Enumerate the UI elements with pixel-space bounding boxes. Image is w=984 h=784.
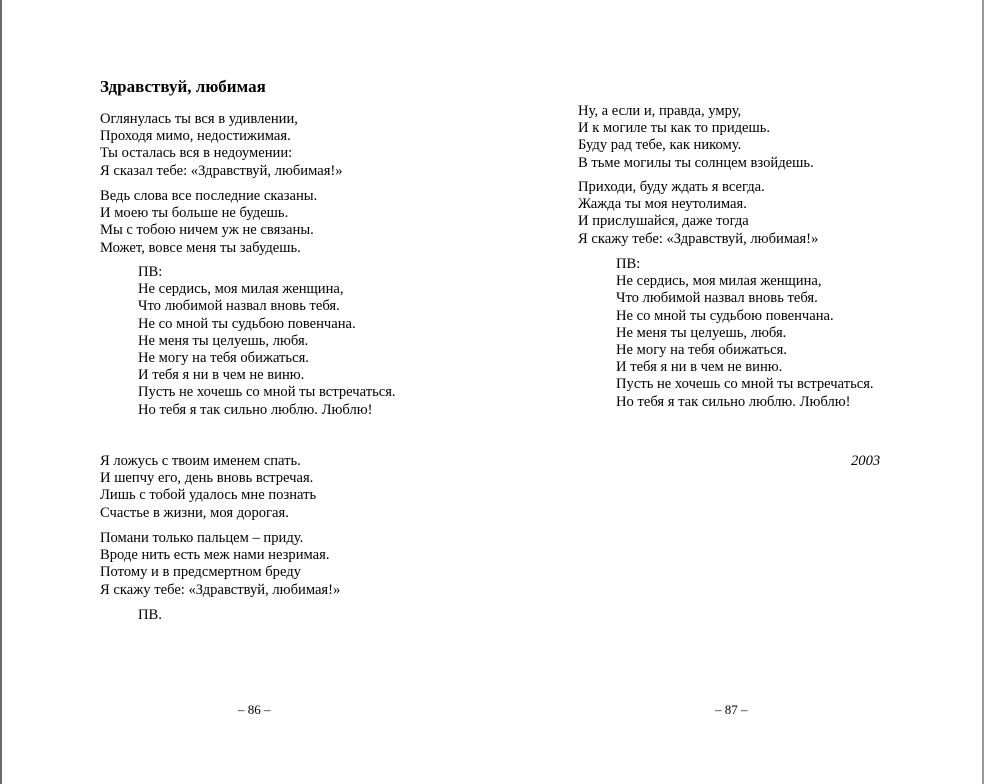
refrain-label: ПВ: xyxy=(138,264,163,280)
verse-line: Лишь с тобой удалось мне познать xyxy=(100,487,317,504)
verse-line: Жажда ты моя неутолимая. xyxy=(578,196,747,213)
verse-line: Пусть не хочешь со мной ты встречаться. xyxy=(138,384,396,401)
refrain xyxy=(616,256,874,411)
verse-line: Что любимой назвал вновь тебя. xyxy=(616,290,818,307)
poem-title: Здравствуй, любимая xyxy=(100,77,266,96)
verse-line: Пусть не хочешь со мной ты встречаться. xyxy=(616,376,874,393)
verse-line: Не меня ты целуешь, любя. xyxy=(138,332,309,349)
stanza xyxy=(578,103,814,172)
refrain xyxy=(138,264,396,419)
verse-line: Может, вовсе меня ты забудешь. xyxy=(100,239,301,256)
verse-line: Не со мной ты судьбою повенчана. xyxy=(138,315,356,332)
verse-line: Ведь слова все последние сказаны. xyxy=(100,188,318,204)
verse-line: И шепчу его, день вновь встречая. xyxy=(100,470,314,487)
stanza xyxy=(100,188,317,257)
verse-line: И моею ты больше не будешь. xyxy=(100,205,289,222)
verse-line: И к могиле ты как то придешь. xyxy=(578,120,771,137)
page-number: – 86 – xyxy=(238,702,271,717)
verse-line: И тебя я ни в чем не виню. xyxy=(138,367,305,384)
verse-line: Не сердись, моя милая женщина, xyxy=(138,281,344,298)
verse-line: Приходи, буду ждать я всегда. xyxy=(578,179,765,195)
verse-line: Я ложусь с твоим именем спать. xyxy=(100,453,301,469)
verse-line: Не со мной ты судьбою повенчана. xyxy=(616,307,834,324)
stanza xyxy=(578,179,818,248)
verse-line: Ну, а если и, правда, умру, xyxy=(578,103,742,119)
verse-line: Но тебя я так сильно люблю. Люблю! xyxy=(138,401,373,418)
verse-line: Проходя мимо, недостижимая. xyxy=(100,128,291,145)
refrain xyxy=(138,607,162,624)
verse-line: Но тебя я так сильно люблю. Люблю! xyxy=(616,393,851,410)
verse-line: Помани только пальцем – приду. xyxy=(100,530,304,546)
verse-line: И тебя я ни в чем не виню. xyxy=(616,359,783,376)
verse-line: Не могу на тебя обижаться. xyxy=(616,341,787,358)
stanza xyxy=(100,111,343,180)
verse-line: Не меня ты целуешь, любя. xyxy=(616,324,787,341)
verse-line: Оглянулась ты вся в удивлении, xyxy=(100,111,298,127)
verse-line: Что любимой назвал вновь тебя. xyxy=(138,298,340,315)
verse-line: Я скажу тебе: «Здравствуй, любимая!» xyxy=(578,230,819,247)
refrain-label: ПВ: xyxy=(616,256,641,272)
right-page xyxy=(578,0,958,784)
verse-line: Мы с тобою ничем уж не связаны. xyxy=(100,222,314,239)
poem-year: 2003 xyxy=(851,453,881,469)
stanza xyxy=(100,453,316,522)
verse-line: И прислушайся, даже тогда xyxy=(578,213,749,230)
verse-line: Потому и в предсмертном бреду xyxy=(100,564,301,581)
verse-line: Не могу на тебя обижаться. xyxy=(138,349,309,366)
verse-line: Ты осталась вся в недоумении: xyxy=(100,145,293,162)
verse-line: Счастье в жизни, моя дорогая. xyxy=(100,504,289,521)
verse-line: Не сердись, моя милая женщина, xyxy=(616,273,822,290)
verse-line: Вроде нить есть меж нами незримая. xyxy=(100,547,330,564)
verse-line: Буду рад тебе, как никому. xyxy=(578,137,742,154)
verse-line: Я скажу тебе: «Здравствуй, любимая!» xyxy=(100,581,341,598)
verse-line: Я сказал тебе: «Здравствуй, любимая!» xyxy=(100,162,343,179)
stanza xyxy=(100,530,340,599)
left-border xyxy=(0,0,2,784)
verse-line: В тьме могилы ты солнцем взойдешь. xyxy=(578,154,814,171)
left-page xyxy=(100,0,480,784)
refrain-label: ПВ. xyxy=(138,607,162,623)
page-number: – 87 – xyxy=(715,702,748,717)
